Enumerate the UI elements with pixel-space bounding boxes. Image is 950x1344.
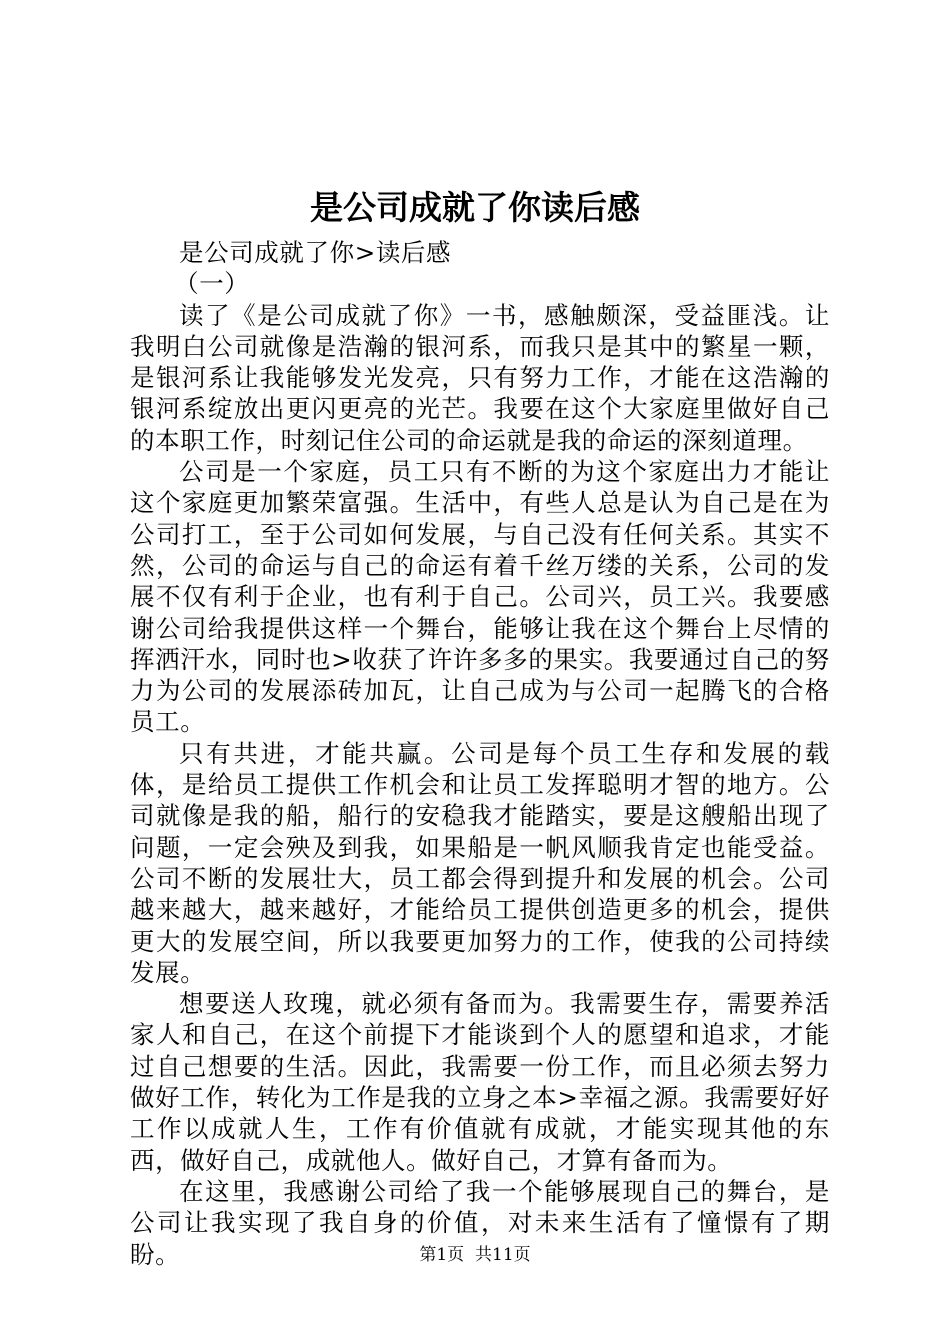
paragraph: 读了《是公司成就了你》一书，感触颇深，受益匪浅。让我明白公司就像是浩瀚的银河系，而我只是其中的繁星一颗，是银河系让我能够发光发亮，只有努力工作，才能在这浩瀚的银河系绽放出更闪更亮的光芒。我要在这个大家庭里做好自己的本职工作，时刻记住公司的命运就是我的命运的深刻道理。 xyxy=(130,300,830,455)
page-number: 第1页 xyxy=(419,1245,465,1265)
section-marker: （一） xyxy=(174,269,250,299)
page-title: 是公司成就了你读后感 xyxy=(310,188,640,227)
page-total: 共11页 xyxy=(475,1245,531,1265)
page-footer xyxy=(0,1244,950,1266)
paragraph: 在这里，我感谢公司给了我一个能够展现自己的舞台，是公司让我实现了我自身的价值，对未来生活有了憧憬有了期盼。 xyxy=(130,1176,830,1269)
paragraph: 想要送人玫瑰，就必须有备而为。我需要生存，需要养活家人和自己，在这个前提下才能谈到个人的愿望和追求，才能过自己想要的生活。因此，我需要一份工作，而且必须去努力做好工作，转化为工作是我的立身之本>幸福之源。我需要好好工作以成就人生，工作有价值就有成就，才能实现其他的东西，做好自己，成就他人。做好自己，才算有备而为。 xyxy=(130,989,830,1175)
paragraph: 公司是一个家庭，员工只有不断的为这个家庭出力才能让这个家庭更加繁荣富强。生活中，有些人总是认为自己是在为公司打工，至于公司如何发展，与自己没有任何关系。其实不然，公司的命运与自己的命运有着千丝万缕的关系，公司的发展不仅有利于企业，也有利于自己。公司兴，员工兴。我要感谢公司给我提供这样一个舞台，能够让我在这个舞台上尽情的挥洒汗水，同时也>收获了许许多多的果实。我要通过自己的努力为公司的发展添砖加瓦，让自己成为与公司一起腾飞的合格员工。 xyxy=(130,457,830,737)
document-body xyxy=(130,237,830,1270)
document-subtitle: 是公司成就了你>读后感 xyxy=(179,238,452,267)
paragraph: 只有共进，才能共赢。公司是每个员工生存和发展的载体，是给员工提供工作机会和让员工发挥聪明才智的地方。公司就像是我的船，船行的安稳我才能踏实，要是这艘船出现了问题，一定会殃及到我，如果船是一帆风顺我肯定也能受益。公司不断的发展壮大，员工都会得到提升和发展的机会。公司越来越大，越来越好，才能给员工提供创造更多的机会，提供更大的发展空间，所以我要更加努力的工作，使我的公司持续发展。 xyxy=(130,738,830,987)
